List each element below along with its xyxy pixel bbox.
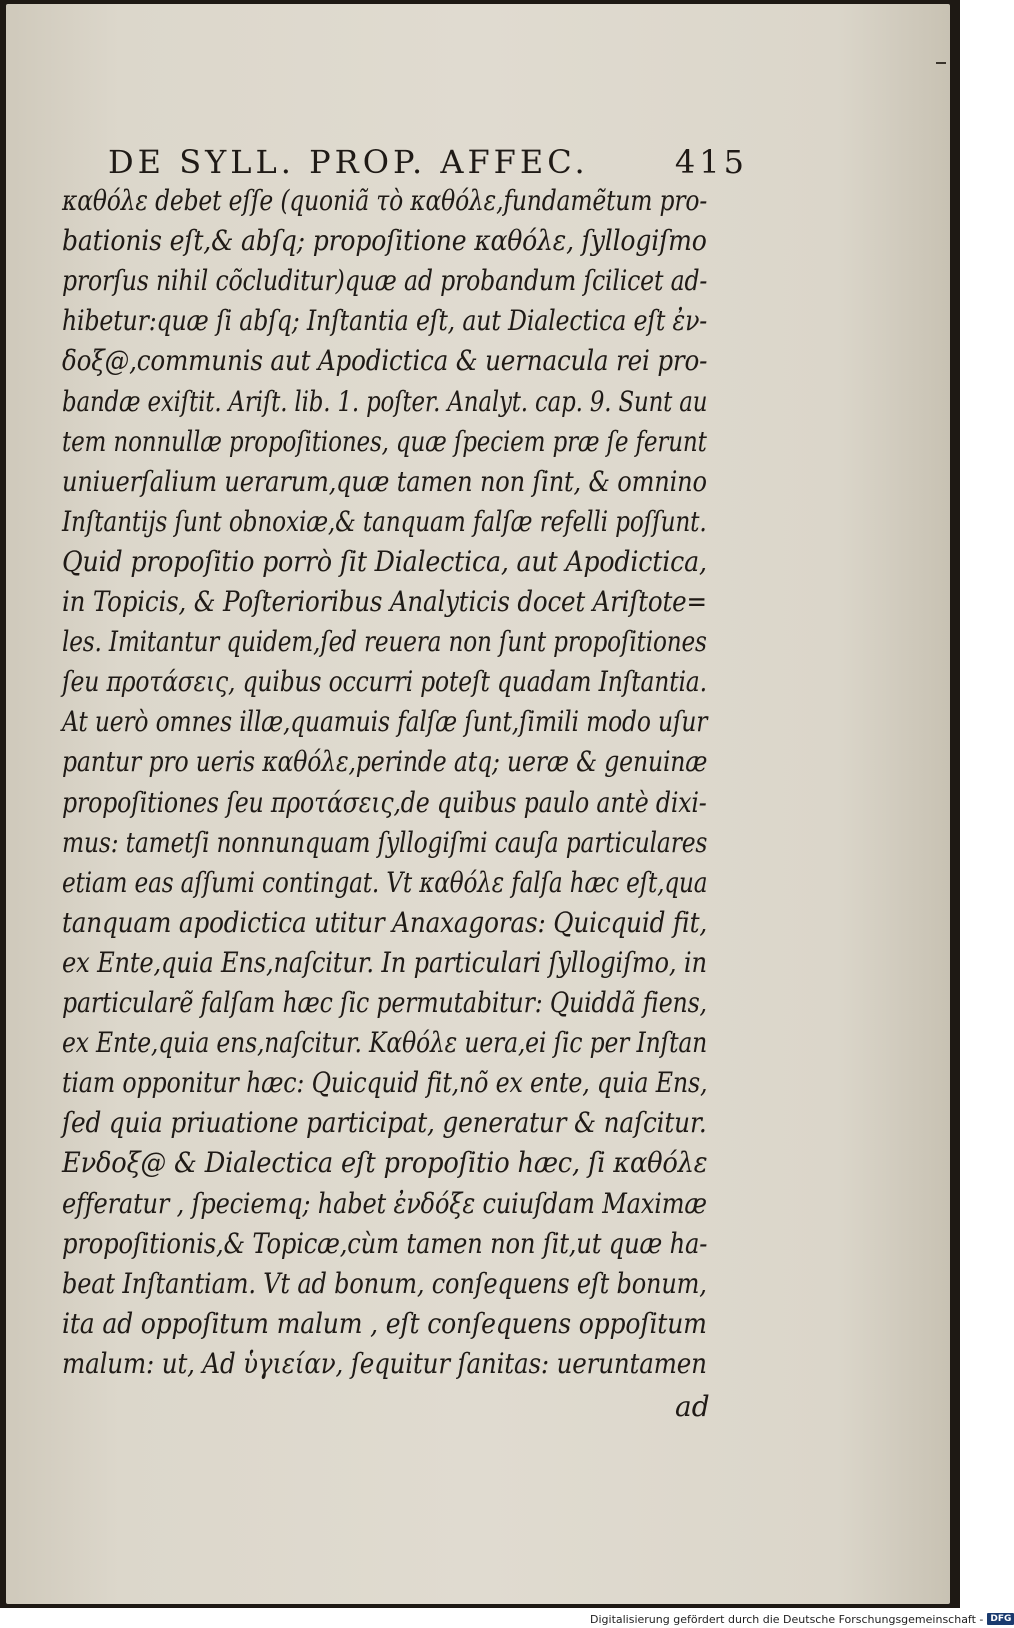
footer-credit: Digitalisierung gefördert durch die Deutsche Forschungsgemeinschaft - — [590, 1612, 984, 1626]
text-line: At uerò omnes illæ,quamuis falſæ ſunt,ſimili modo uſur — [62, 705, 708, 739]
text-line: bationis eſt,& abſq; propoſitione καθόλε, ſyllogiſmo — [62, 224, 707, 258]
dfg-logo: DFG — [987, 1613, 1014, 1625]
text-line: particularẽ falſam hæc ſic permutabitur: Quiddã fiens, — [62, 986, 707, 1019]
text-line: etiam eas aſſumi contingat. Vt καθόλε falſa hæc eſt,qua — [62, 865, 708, 899]
text-line: mus: tametſi nonnunquam ſyllogiſmi cauſa particulares — [62, 825, 708, 859]
running-title: DE SYLL. PROP. AFFEC. — [108, 143, 589, 181]
text-line: tanquam apodictica utitur Anaxagoras: Quicquid fit, — [62, 905, 708, 939]
text-line: beat Inſtantiam. Vt ad bonum, conſequens eſt bonum, — [62, 1266, 707, 1300]
text-line: ſeu προτάσεις, quibus occurri poteſt quadam Inſtantia. — [62, 665, 707, 699]
text-line: ita ad oppoſitum malum , eſt conſequens oppoſitum — [62, 1306, 707, 1340]
text-line: pantur pro ueris καθόλε,perinde atq; ueræ & genuinæ — [62, 745, 708, 779]
text-line: propoſitiones ſeu προτάσεις,de quibus paulo antè dixi- — [62, 785, 707, 819]
text-line: καθόλε debet eſſe (quoniã τὸ καθόλε,fundamẽtum pro- — [62, 184, 708, 217]
text-line: bandæ exiſtit. Ariſt. lib. 1. poſter. Analyt. cap. 9. Sunt au — [62, 384, 708, 418]
text-line: hibetur:quæ ſi abſq; Inſtantia eſt, aut Dialectica eſt ἐν- — [62, 304, 708, 338]
text-line: efferatur , ſpeciemq; habet ἐνδόξε cuiuſdam Maximæ — [62, 1186, 707, 1220]
text-line: Inſtantijs ſunt obnoxiæ,& tanquam falſæ refelli poſſunt. — [62, 504, 707, 538]
text-line: δοξ@,communis aut Apodictica & uernacula rei pro- — [62, 344, 708, 378]
text-line: tem nonnullæ propoſitiones, quæ ſpeciem præ ſe ferunt — [62, 424, 707, 458]
text-line: prorſus nihil cõcluditur)quæ ad probandum ſcilicet ad- — [62, 264, 708, 298]
text-line: in Topicis, & Poſterioribus Analyticis docet Ariſtote= — [62, 585, 707, 618]
catchword: ad — [675, 1390, 710, 1423]
digitization-footer — [590, 1610, 1014, 1628]
text-line: les. Imitantur quidem,ſed reuera non ſunt propoſitiones — [62, 625, 707, 659]
text-line: Quid propoſitio porrò ſit Dialectica, aut Apodictica, — [62, 544, 707, 578]
text-line: Ενδοξ@ & Dialectica eſt propoſitio hæc, ſi καθόλε — [62, 1146, 708, 1180]
running-head — [108, 143, 748, 187]
page-number: 415 — [674, 143, 748, 181]
text-line: propoſitionis,& Topicæ,cùm tamen non ſit,ut quæ ha- — [62, 1226, 708, 1260]
text-line: uniuerſalium uerarum,quæ tamen non ſint, & omnino — [62, 464, 707, 498]
text-line: malum: ut, Ad ὑγιείαν, ſequitur ſanitas: ueruntamen — [62, 1346, 707, 1380]
text-line: ex Ente,quia ens,naſcitur. Καθόλε uera,ei ſic per Inſtan — [62, 1026, 708, 1060]
text-line: tiam opponitur hæc: Quicquid fit,nõ ex ente, quia Ens, — [62, 1066, 708, 1100]
text-line: ex Ente,quia Ens,naſcitur. In particulari ſyllogiſmo, in — [62, 945, 707, 979]
page-edge-mark — [936, 62, 946, 64]
text-line: ſed quia priuatione participat, generatur & naſcitur. — [62, 1106, 707, 1140]
